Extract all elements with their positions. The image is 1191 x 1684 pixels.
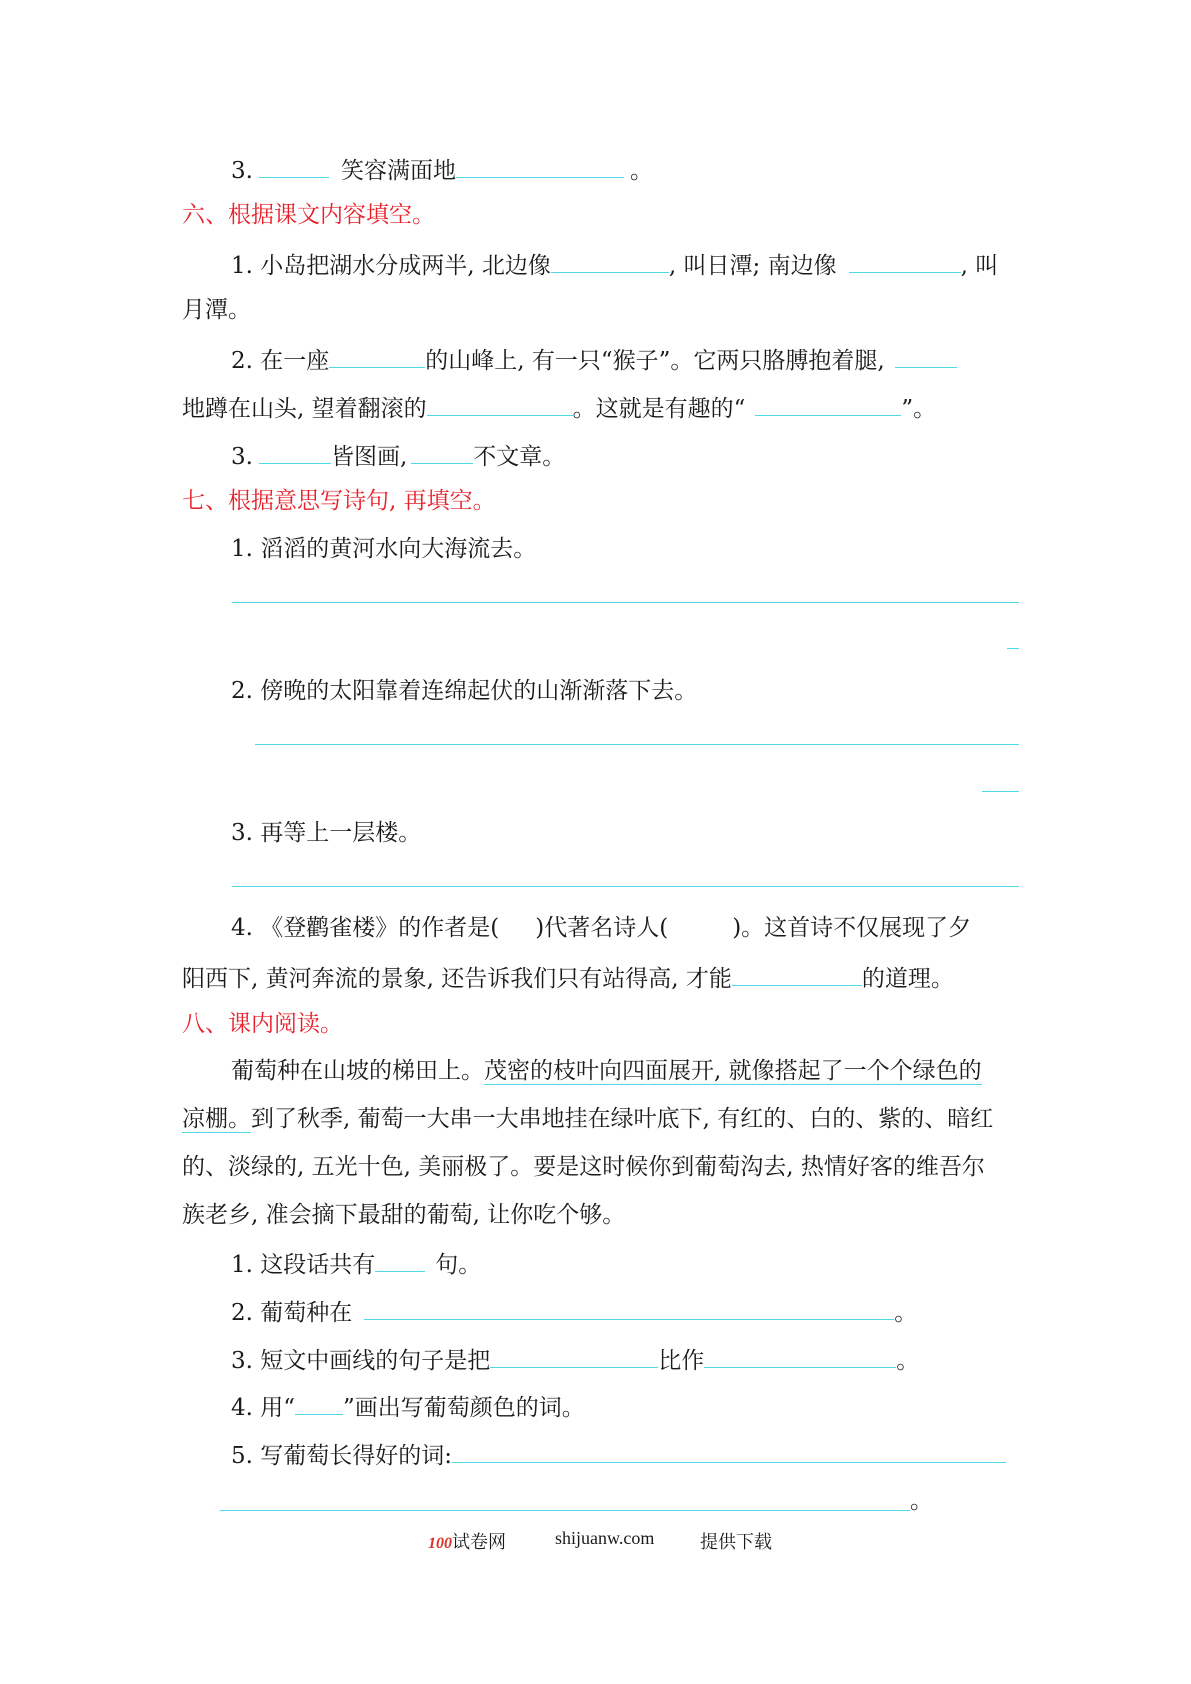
section-6-title: 六、根据课文内容填空。 xyxy=(182,202,435,228)
s8-q2: 2. 葡萄种在 。 xyxy=(231,1295,917,1328)
passage-line-3: 的、淡绿的, 五光十色, 美丽极了。要是这时候你到葡萄沟去, 热情好客的维吾尔 xyxy=(182,1154,985,1180)
answer-blank[interactable] xyxy=(427,391,573,416)
s7-q2: 2. 傍晚的太阳靠着连绵起伏的山渐渐落下去。 xyxy=(231,678,698,704)
s6-q2: 2. 在一座 的山峰上, 有一只“猴子”。它两只胳膊抱着腿, xyxy=(231,343,957,376)
s8-q5-end: 。 xyxy=(910,1488,933,1514)
answer-blank[interactable] xyxy=(755,391,901,416)
answer-blank[interactable] xyxy=(364,1295,894,1320)
answer-line[interactable] xyxy=(232,886,1019,887)
s5-q3: 3. 笑容满面地 。 xyxy=(231,153,653,186)
answer-blank[interactable] xyxy=(456,153,624,178)
answer-blank[interactable] xyxy=(551,248,669,273)
passage-line-4: 族老乡, 准会摘下最甜的葡萄, 让你吃个够。 xyxy=(182,1202,626,1228)
site-logo: 100 xyxy=(428,1535,452,1552)
footer-note: 提供下载 xyxy=(700,1532,772,1552)
answer-line[interactable] xyxy=(232,602,1019,603)
underlined-sentence-end: 凉棚。 xyxy=(182,1106,251,1132)
answer-line[interactable] xyxy=(220,1510,910,1511)
answer-blank[interactable] xyxy=(490,1343,658,1368)
answer-blank[interactable] xyxy=(295,1390,343,1415)
passage-line-1: 葡萄种在山坡的梯田上。茂密的枝叶向四面展开, 就像搭起了一个个绿色的 xyxy=(231,1058,982,1084)
passage-line-2: 凉棚。到了秋季, 葡萄一大串一大串地挂在绿叶底下, 有红的、白的、紫的、暗红 xyxy=(182,1106,994,1132)
s7-q4: 4. 《登鹳雀楼》的作者是( )代著名诗人( )。这首诗不仅展现了夕 xyxy=(231,915,972,941)
footer-site: 100试卷网 xyxy=(428,1532,506,1552)
answer-blank[interactable] xyxy=(329,343,425,368)
s7-q3: 3. 再等上一层楼。 xyxy=(231,820,422,846)
answer-blank[interactable] xyxy=(849,248,961,273)
s8-q3: 3. 短文中画线的句子是把 比作 。 xyxy=(231,1343,919,1376)
s7-q4-cont: 阳西下, 黄河奔流的景象, 还告诉我们只有站得高, 才能 的道理。 xyxy=(182,961,954,994)
s8-q1: 1. 这段话共有 句。 xyxy=(231,1247,481,1280)
answer-line[interactable] xyxy=(982,791,1019,792)
s8-q4: 4. 用“ ”画出写葡萄颜色的词。 xyxy=(231,1390,585,1423)
underlined-sentence: 茂密的枝叶向四面展开, 就像搭起了一个个绿色的 xyxy=(484,1058,982,1084)
answer-blank[interactable] xyxy=(452,1438,1006,1463)
s6-q1-cont: 月潭。 xyxy=(182,297,251,323)
section-8-title: 八、课内阅读。 xyxy=(182,1011,343,1037)
answer-blank[interactable] xyxy=(259,439,331,464)
answer-line[interactable] xyxy=(1007,648,1019,649)
s6-q3: 3. 皆图画, 不文章。 xyxy=(231,439,565,472)
s7-q1: 1. 滔滔的黄河水向大海流去。 xyxy=(231,536,537,562)
answer-line[interactable] xyxy=(255,744,1019,745)
s6-q1: 1. 小岛把湖水分成两半, 北边像 , 叫日潭; 南边像 , 叫 xyxy=(231,248,998,281)
s8-q5: 5. 写葡萄长得好的词: xyxy=(231,1438,1006,1471)
answer-blank[interactable] xyxy=(704,1343,896,1368)
answer-blank[interactable] xyxy=(411,439,473,464)
answer-blank[interactable] xyxy=(259,153,329,178)
answer-blank[interactable] xyxy=(895,343,957,368)
answer-blank[interactable] xyxy=(375,1247,425,1272)
s6-q2-cont: 地蹲在山头, 望着翻滚的 。这就是有趣的“ ”。 xyxy=(182,391,936,424)
footer-domain[interactable]: shijuanw.com xyxy=(555,1528,655,1548)
section-7-title: 七、根据意思写诗句, 再填空。 xyxy=(182,488,496,514)
answer-blank[interactable] xyxy=(732,961,862,986)
